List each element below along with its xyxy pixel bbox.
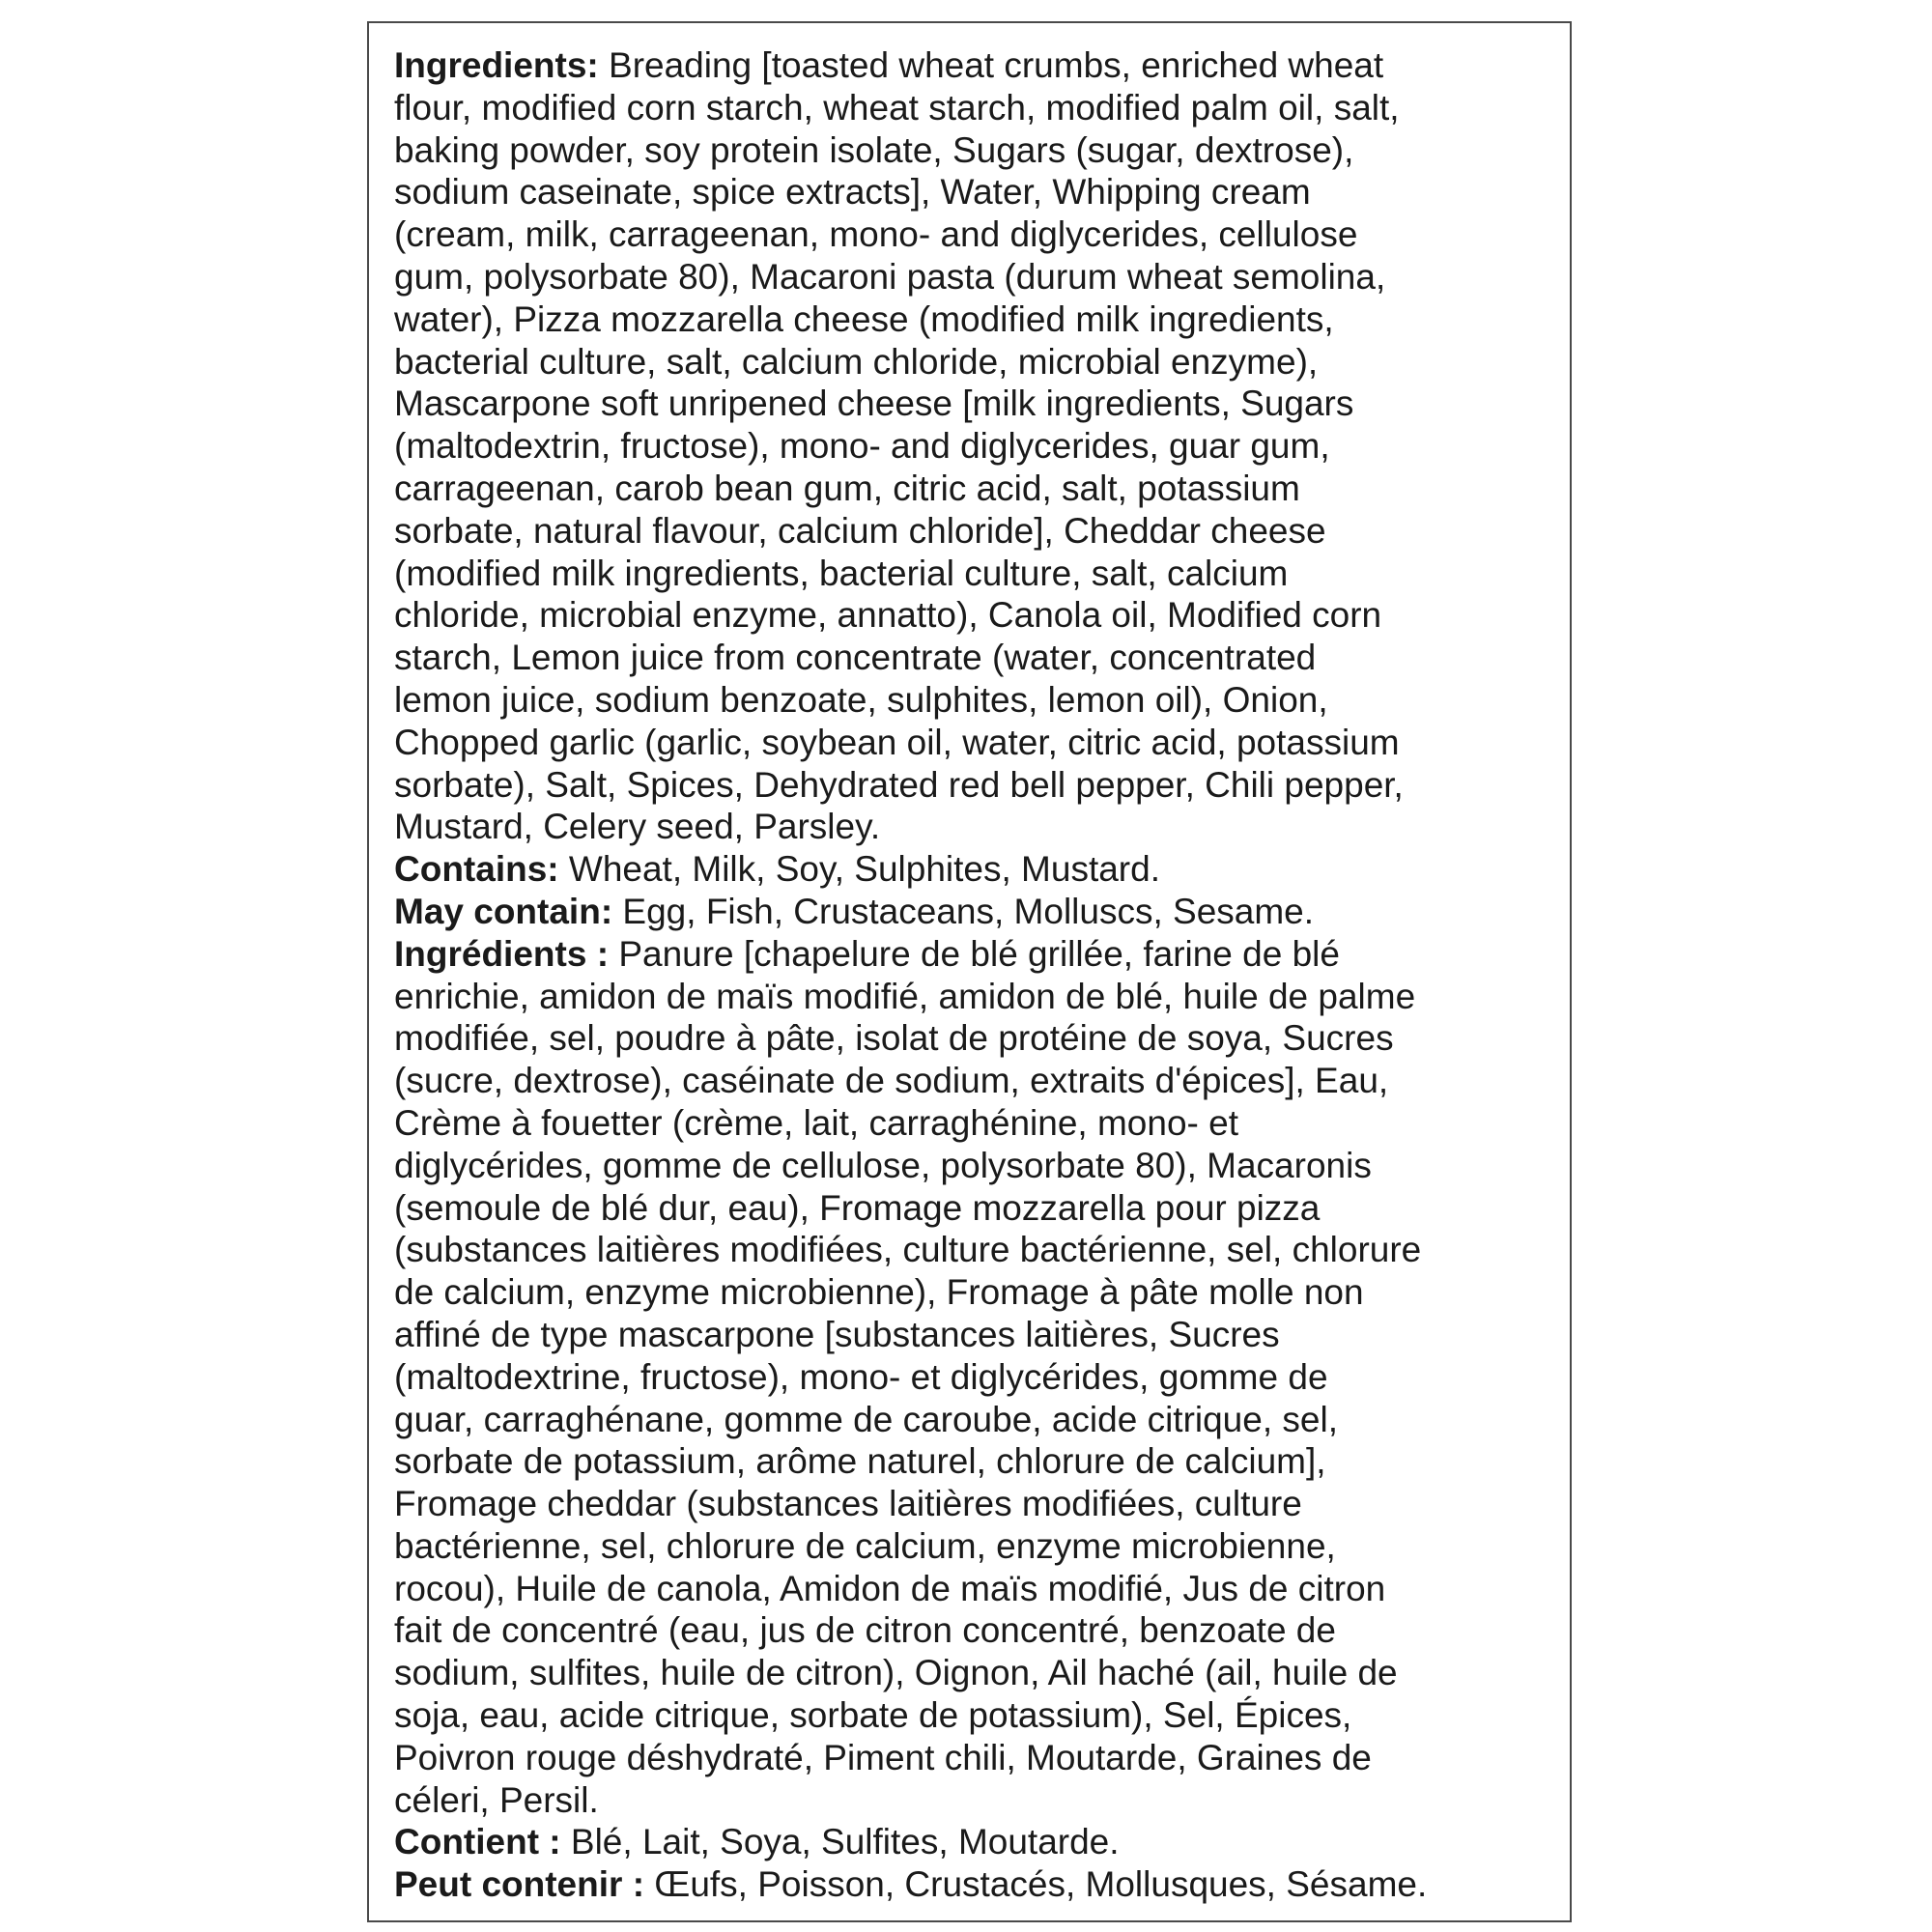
- contains-en-paragraph: [394, 848, 1547, 891]
- ingredients-fr-line: guar, carraghénane, gomme de caroube, acide citrique, sel,: [394, 1399, 1338, 1439]
- ingredients-en-line: (maltodextrin, fructose), mono- and diglycerides, guar gum,: [394, 426, 1330, 467]
- ingredients-en-line: baking powder, soy protein isolate, Sugars (sugar, dextrose),: [394, 129, 1354, 170]
- ingredients-fr-heading: Ingrédients :: [394, 933, 610, 974]
- ingredients-fr-line-0: Ingrédients : Panure [chapelure de blé grillée, farine de blé: [394, 933, 1340, 974]
- ingredients-en-line: sorbate, natural flavour, calcium chloride], Cheddar cheese: [394, 510, 1326, 551]
- ingredients-en-line: bacterial culture, salt, calcium chloride, microbial enzyme),: [394, 341, 1319, 382]
- contains-fr-text: Blé, Lait, Soya, Sulfites, Moutarde.: [570, 1822, 1120, 1862]
- ingredients-fr-line: Fromage cheddar (substances laitières modifiées, culture: [394, 1484, 1302, 1524]
- ingredients-en-line: Mascarpone soft unripened cheese [milk ingredients, Sugars: [394, 384, 1354, 424]
- may-contain-fr-paragraph: [394, 1863, 1547, 1906]
- ingredients-label-panel: [367, 21, 1572, 1922]
- ingredients-fr-line: modifiée, sel, poudre à pâte, isolat de protéine de soya, Sucres: [394, 1018, 1394, 1059]
- ingredients-fr-line: (sucre, dextrose), caséinate de sodium, extraits d'épices], Eau,: [394, 1061, 1389, 1101]
- ingredients-en-paragraph: [394, 44, 1547, 848]
- ingredients-en-line: (modified milk ingredients, bacterial culture, salt, calcium: [394, 553, 1289, 593]
- ingredients-en-line: chloride, microbial enzyme, annatto), Canola oil, Modified corn: [394, 595, 1382, 636]
- contains-fr-line: [394, 1821, 1547, 1863]
- may-contain-en-text: Egg, Fish, Crustaceans, Molluscs, Sesame.: [622, 891, 1315, 931]
- may-contain-fr-text: Œufs, Poisson, Crustacés, Mollusques, Sésame.: [654, 1864, 1428, 1905]
- ingredients-fr-paragraph: [394, 933, 1547, 1822]
- contains-fr-paragraph: [394, 1821, 1547, 1863]
- ingredients-fr-line: sorbate de potassium, arôme naturel, chlorure de calcium],: [394, 1441, 1326, 1482]
- ingredients-fr-line: (maltodextrine, fructose), mono- et diglycérides, gomme de: [394, 1356, 1328, 1397]
- ingredients-fr-line: diglycérides, gomme de cellulose, polysorbate 80), Macaronis: [394, 1145, 1372, 1185]
- ingredients-fr-line: (substances laitières modifiées, culture bactérienne, sel, chlorure: [394, 1230, 1422, 1270]
- may-contain-en-heading: May contain:: [394, 891, 613, 931]
- ingredients-en-line: sodium caseinate, spice extracts], Water, Whipping cream: [394, 172, 1311, 213]
- ingredients-fr-line: enrichie, amidon de maïs modifié, amidon de blé, huile de palme: [394, 976, 1416, 1016]
- ingredients-en-line: carrageenan, carob bean gum, citric acid, salt, potassium: [394, 468, 1300, 508]
- may-contain-en-paragraph: [394, 891, 1547, 933]
- ingredients-fr-line: Crème à fouetter (crème, lait, carraghénine, mono- et: [394, 1102, 1238, 1143]
- ingredients-fr-line: rocou), Huile de canola, Amidon de maïs modifié, Jus de citron: [394, 1568, 1386, 1608]
- may-contain-en-line: [394, 891, 1547, 933]
- ingredients-en-line: gum, polysorbate 80), Macaroni pasta (durum wheat semolina,: [394, 256, 1386, 297]
- contains-en-heading: Contains:: [394, 849, 559, 890]
- ingredients-en-line: Mustard, Celery seed, Parsley.: [394, 807, 881, 847]
- ingredients-en-line: sorbate), Salt, Spices, Dehydrated red bell pepper, Chili pepper,: [394, 764, 1404, 805]
- ingredients-fr-line: (semoule de blé dur, eau), Fromage mozzarella pour pizza: [394, 1187, 1321, 1228]
- ingredients-fr-line: soja, eau, acide citrique, sorbate de potassium), Sel, Épices,: [394, 1695, 1352, 1736]
- ingredients-en-line: flour, modified corn starch, wheat starch, modified palm oil, salt,: [394, 87, 1400, 128]
- ingredients-en-line: (cream, milk, carrageenan, mono- and diglycerides, cellulose: [394, 214, 1358, 255]
- ingredients-fr-line: céleri, Persil.: [394, 1779, 599, 1820]
- ingredients-fr-line: de calcium, enzyme microbienne), Fromage à pâte molle non: [394, 1272, 1364, 1313]
- ingredients-fr-line: fait de concentré (eau, jus de citron concentré, benzoate de: [394, 1610, 1336, 1651]
- may-contain-fr-line: [394, 1863, 1547, 1906]
- may-contain-fr-heading: Peut contenir :: [394, 1864, 645, 1905]
- ingredients-en-line: water), Pizza mozzarella cheese (modified milk ingredients,: [394, 298, 1334, 339]
- ingredients-en-line: starch, Lemon juice from concentrate (water, concentrated: [394, 638, 1317, 678]
- ingredients-en-line: lemon juice, sodium benzoate, sulphites, lemon oil), Onion,: [394, 679, 1328, 720]
- ingredients-en-line: Chopped garlic (garlic, soybean oil, water, citric acid, potassium: [394, 722, 1400, 762]
- ingredients-en-line-0: Ingredients: Breading [toasted wheat crumbs, enriched wheat: [394, 45, 1384, 85]
- ingredients-en-heading: Ingredients:: [394, 45, 599, 85]
- ingredients-fr-line: bactérienne, sel, chlorure de calcium, enzyme microbienne,: [394, 1525, 1336, 1566]
- contains-en-line: [394, 848, 1547, 891]
- ingredients-fr-line: Poivron rouge déshydraté, Piment chili, Moutarde, Graines de: [394, 1737, 1372, 1777]
- ingredients-fr-line: sodium, sulfites, huile de citron), Oignon, Ail haché (ail, huile de: [394, 1653, 1398, 1693]
- contains-en-text: Wheat, Milk, Soy, Sulphites, Mustard.: [568, 849, 1160, 890]
- contains-fr-heading: Contient :: [394, 1822, 561, 1862]
- ingredients-fr-line: affiné de type mascarpone [substances laitières, Sucres: [394, 1314, 1280, 1354]
